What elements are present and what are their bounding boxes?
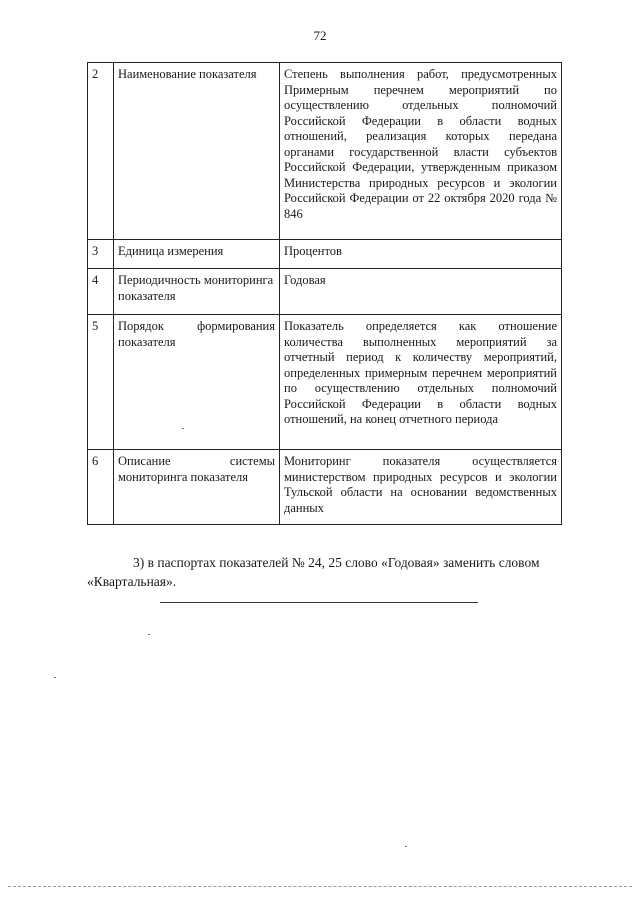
row-name: Периодичность мониторинга показателя: [114, 269, 280, 315]
row-name: Наименование показателя: [114, 63, 280, 240]
row-number: 4: [88, 269, 114, 315]
row-value: Процентов: [280, 240, 562, 269]
row-number: 5: [88, 315, 114, 450]
indicator-passport-table: [87, 62, 562, 525]
row-number: 6: [88, 450, 114, 525]
scan-speck: [405, 846, 407, 847]
amendment-instruction: 3) в паспортах показателей № 24, 25 слово «Годовая» заменить словом «Квартальная».: [87, 554, 540, 589]
row-number: 2: [88, 63, 114, 240]
row-name: Единица измерения: [114, 240, 280, 269]
row-value: Показатель определяется как отношение количества выполненных мероприятий за отчетный период к количеству мероприятий, определенных примерным перечнем мероприятий по осуществлению отдельных полномочий Российской Федерации в области водных отношений, на конец отчетного периода: [280, 315, 562, 450]
scan-speck: [182, 428, 184, 429]
scan-speck: [54, 677, 56, 678]
table-row: [88, 240, 562, 269]
row-name: Порядок формирования показателя: [114, 315, 280, 450]
scan-edge-dashes: [8, 886, 632, 887]
row-value: Годовая: [280, 269, 562, 315]
table-row: [88, 63, 562, 240]
row-value: Степень выполнения работ, предусмотренных Примерным перечнем мероприятий по осуществлению отдельных полномочий Российской Федерации в области водных отношений, реализация которых передана органами государственной власти субъектов Российской Федерации, утвержденным приказом Министерства природных ресурсов и экологии Российской Федерации от 22 октября 2020 года № 846: [280, 63, 562, 240]
row-value: Мониторинг показателя осуществляется министерством природных ресурсов и экологии Тульской области на основании ведомственных данных: [280, 450, 562, 525]
table-row: [88, 269, 562, 315]
scan-speck: [148, 634, 150, 635]
row-name: Описание системы мониторинга показателя: [114, 450, 280, 525]
row-number: 3: [88, 240, 114, 269]
table-row: [88, 450, 562, 525]
page-number: 72: [313, 28, 327, 43]
end-separator-line: [160, 602, 478, 603]
table-row: [88, 315, 562, 450]
